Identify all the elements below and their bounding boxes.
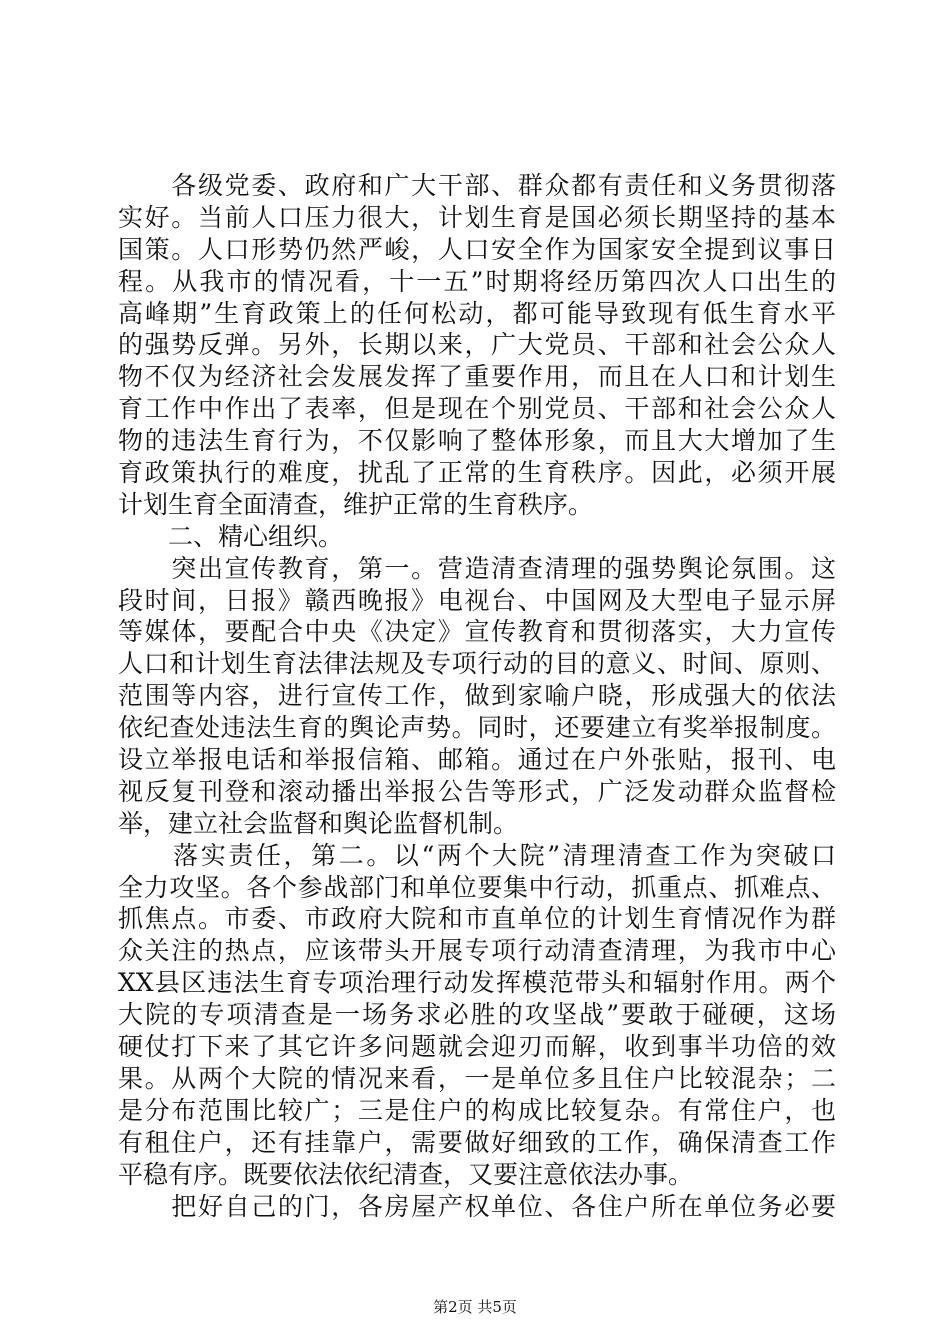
text-line: 依纪查处违法生育的舆论声势。同时，还要建立有奖举报制度。 [118,713,836,743]
text-line: 平稳有序。既要依法依纪清查，又要注意依法办事。 [118,1159,694,1189]
text-line: 落实责任，第二。以“两个大院”清理清查工作为突破口 [118,840,836,870]
text-line: 大院的专项清查是一场务求必胜的攻坚战”要敢于碰硬，这场 [118,1000,836,1030]
text-line: 计划生育全面清查，维护正常的生育秩序。 [118,489,594,519]
text-line: 人口和计划生育法律法规及专项行动的目的意义、时间、原则、 [118,649,836,679]
text-line: 物的违法生育行为，不仅影响了整体形象，而且大大增加了生 [118,426,836,456]
text-line: 抓焦点。市委、市政府大院和市直单位的计划生育情况作为群 [118,904,836,934]
page-footer: 第2页 共5页 [433,1298,517,1316]
text-line: 举，建立社会监督和舆论监督机制。 [118,808,519,838]
text-line: 硬仗打下来了其它许多问题就会迎刃而解，收到事半功倍的效 [118,1032,836,1062]
text-line: 把好自己的门，各房屋产权单位、各住户所在单位务必要 [118,1191,836,1221]
text-line: 程。从我市的情况看，十一五”时期将经历第四次人口出生的 [118,266,836,296]
text-line: 视反复刊登和滚动播出举报公告等形式，广泛发动群众监督检 [118,776,836,806]
document-body [118,170,836,1222]
text-line: 段时间，日报》赣西晚报》电视台、中国网及大型电子显示屏 [118,585,836,615]
text-line: 众关注的热点，应该带头开展专项行动清查清理，为我市中心 [118,936,836,966]
text-line: 全力攻坚。各个参战部门和单位要集中行动，抓重点、抓难点、 [118,872,836,902]
text-line: 各级党委、政府和广大干部、群众都有责任和义务贯彻落 [118,171,836,200]
text-line: 国策。人口形势仍然严峻，人口安全作为国家安全提到议事日 [118,234,836,264]
text-line: 等媒体，要配合中央《决定》宣传教育和贯彻落实，大力宣传 [118,617,836,647]
text-line: 设立举报电话和举报信箱、邮箱。通过在户外张贴，报刊、电 [118,745,836,775]
text-line: 物不仅为经济社会发展发挥了重要作用，而且在人口和计划生 [118,362,836,392]
text-line: 高峰期”生育政策上的任何松动，都可能导致现有低生育水平 [118,298,836,328]
text-line: XX县区违法生育专项治理行动发挥模范带头和辐射作用。两个 [118,968,836,998]
text-line: 果。从两个大院的情况来看，一是单位多且住户比较混杂；二 [118,1063,836,1093]
text-line: 育工作中作出了表率，但是现在个别党员、干部和社会公众人 [118,394,836,424]
text-line: 有租住户，还有挂靠户，需要做好细致的工作，确保清查工作 [118,1127,836,1157]
text-line: 实好。当前人口压力很大，计划生育是国必须长期坚持的基本 [118,202,836,232]
text-line: 育政策执行的难度，扰乱了正常的生育秩序。因此，必须开展 [118,458,836,488]
text-line: 二、精心组织。 [118,521,344,551]
text-line: 是分布范围比较广；三是住户的构成比较复杂。有常住户，也 [118,1095,836,1125]
text-line: 范围等内容，进行宣传工作，做到家喻户晓，形成强大的依法 [118,681,836,711]
text-line: 突出宣传教育，第一。营造清查清理的强势舆论氛围。这 [118,553,836,583]
text-line: 的强势反弹。另外，长期以来，广大党员、干部和社会公众人 [118,330,836,360]
